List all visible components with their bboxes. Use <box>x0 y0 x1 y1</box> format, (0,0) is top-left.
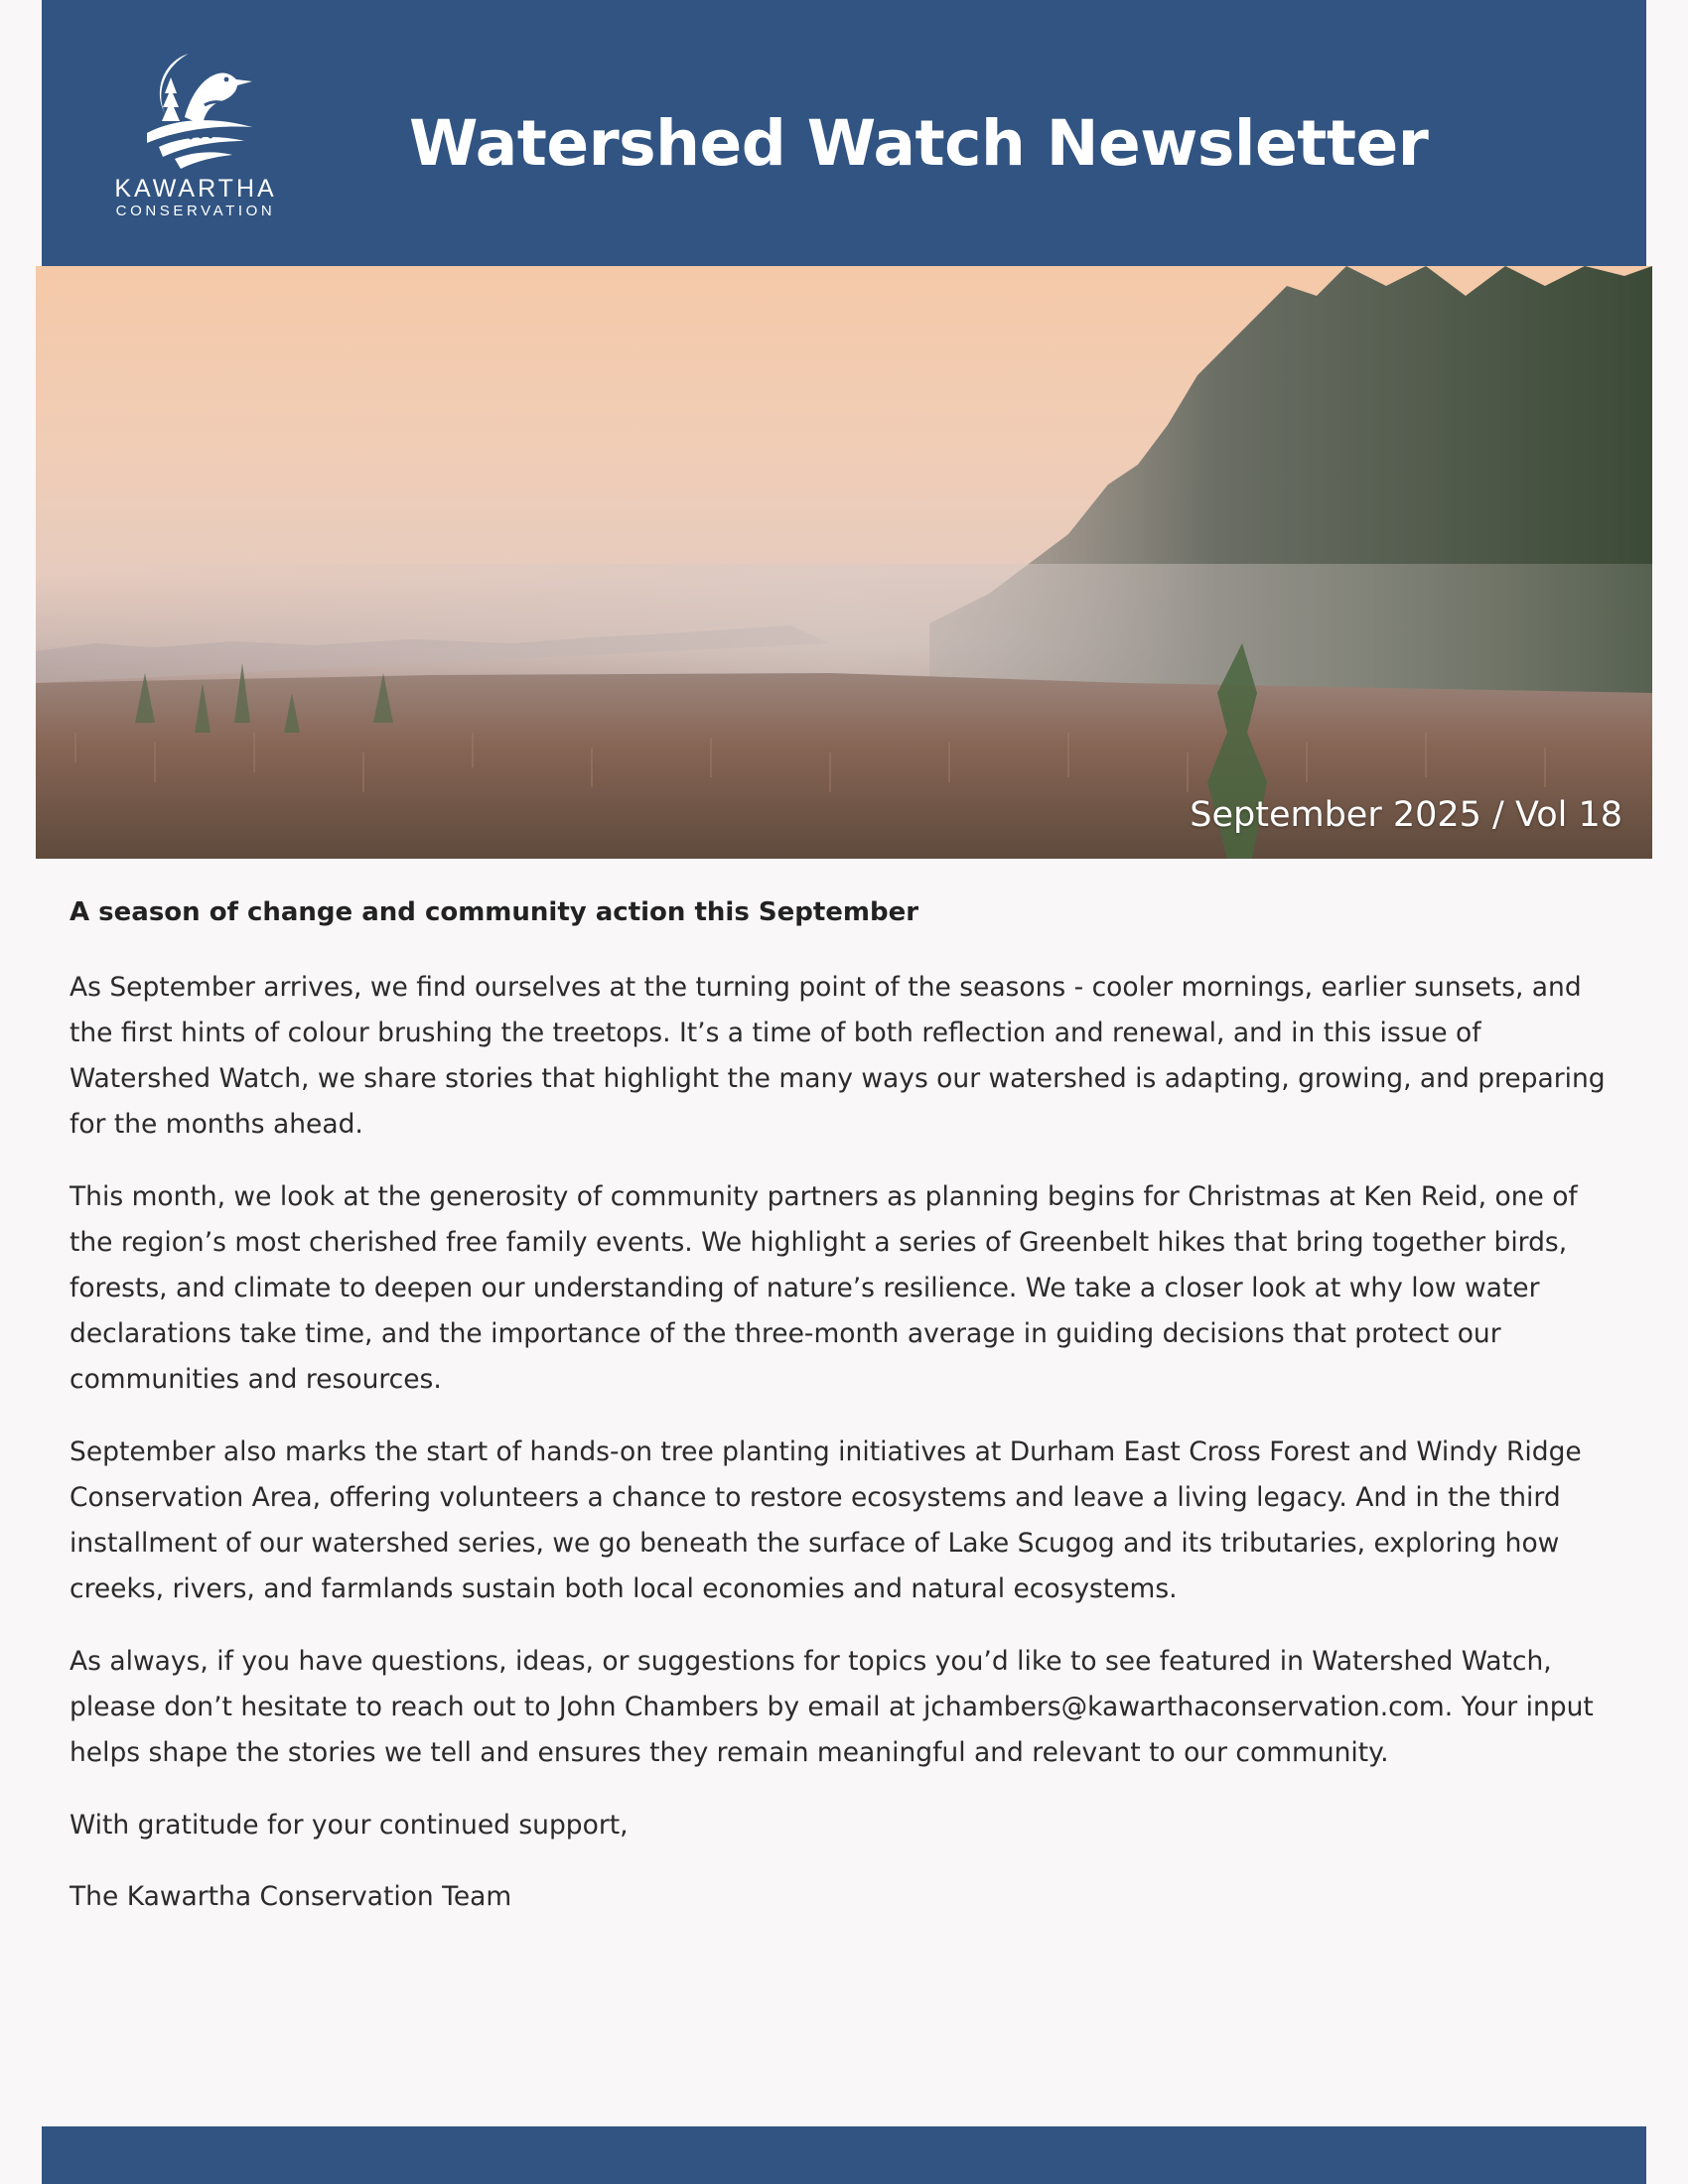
article-paragraph: As always, if you have questions, ideas, or suggestions for topics you’d like to see featured in Watershed Watch, please don’t hesitate to reach out to John Chambers by email at jchambers@kawarthaconservation.com. Your input helps shape the stories we tell and ensures they remain meaningful and relevant to our community. <box>70 1646 1594 1768</box>
newsletter-title: Watershed Watch Newsletter <box>409 107 1429 180</box>
closing-line: With gratitude for your continued support, <box>70 1810 629 1841</box>
loon-logo-icon <box>141 48 260 172</box>
article-paragraph: As September arrives, we find ourselves at the turning point of the seasons - cooler mornings, earlier sunsets, and the first hints of colour brushing the treetops. It’s a time of both reflection and renewal, and in this issue of Watershed Watch, we share stories that highlight the many ways our watershed is adapting, growing, and preparing for the months ahead. <box>70 972 1606 1140</box>
article-heading: A season of change and community action this September <box>70 897 919 927</box>
signature: The Kawartha Conservation Team <box>70 1881 512 1912</box>
hero-image <box>36 266 1652 859</box>
kawartha-logo <box>101 48 290 226</box>
article-paragraph: This month, we look at the generosity of community partners as planning begins for Christmas at Ken Reid, one of the region’s most cherished free family events. We highlight a series of Greenbelt hikes that bring together birds, forests, and climate to deepen our understanding of nature’s resilience. We take a closer look at why low water declarations take time, and the importance of the three-month average in guiding decisions that protect our communities and resources. <box>70 1181 1578 1395</box>
footer-bar <box>42 2126 1646 2184</box>
issue-label: September 2025 / Vol 18 <box>1190 795 1622 835</box>
logo-wordmark-conservation: CONSERVATION <box>115 203 276 219</box>
header-banner <box>42 0 1646 266</box>
article-body <box>70 897 1628 1946</box>
logo-wordmark-kawartha: KAWARTHA <box>114 175 277 203</box>
misty-marsh-landscape <box>36 266 1652 859</box>
article-paragraph: September also marks the start of hands-on tree planting initiatives at Durham East Cross Forest and Windy Ridge Conservation Area, offering volunteers a chance to restore ecosystems and leave a living legacy. And in the third installment of our watershed series, we go beneath the surface of Lake Scugog and its tributaries, exploring how creeks, rivers, and farmlands sustain both local economies and natural ecosystems. <box>70 1436 1582 1604</box>
